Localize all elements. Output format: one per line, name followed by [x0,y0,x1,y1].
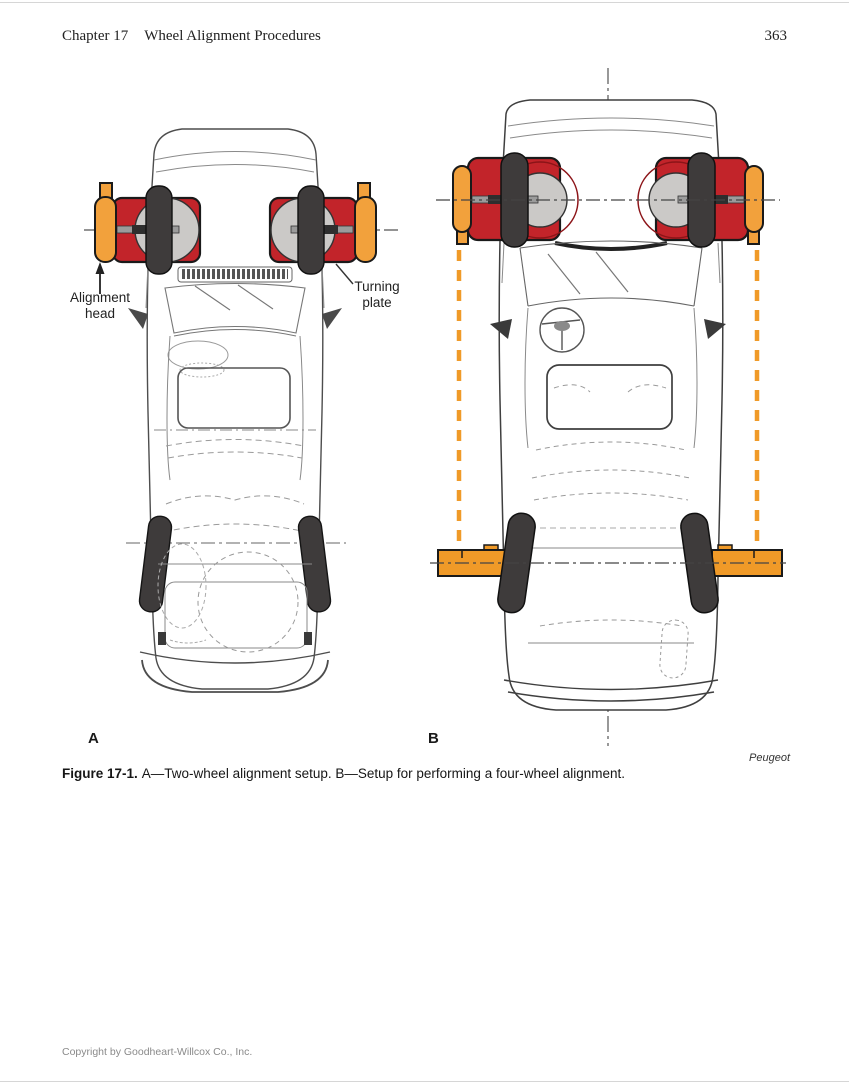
page-top-edge [0,2,849,3]
right-alignment-head-b [745,166,763,232]
panel-a-label: A [88,730,99,747]
alignment-head-label-line1: Alignment [69,290,131,305]
figure-credit: Peugeot [749,752,790,764]
figure-caption [62,766,702,781]
turning-plate-label [345,279,409,310]
left-alignment-head [95,197,116,262]
right-alignment-head [355,197,376,262]
turning-plate-label-line1: Turning [354,279,400,294]
alignment-head-label-line2: head [84,305,116,321]
front-left-tire [146,186,172,274]
two-wheel-alignment-diagram [70,112,400,757]
four-wheel-alignment-diagram [428,58,788,758]
rear-scale-bar-right [712,545,782,576]
copyright-notice: Copyright by Goodheart-Willcox Co., Inc. [62,1046,253,1058]
running-header [62,28,321,45]
front-right-tire [298,186,324,274]
page-bottom-edge [0,1081,849,1082]
rear-scale-bar-left [438,545,508,576]
left-alignment-head-b [453,166,471,232]
figure-caption-text: A—Two-wheel alignment setup. B—Setup for performing a four-wheel alignment. [141,766,626,781]
chapter-number: Chapter 17 [62,28,129,44]
panel-b-label: B [428,730,439,747]
page-number: 363 [764,28,787,44]
right-mirror-a-icon [322,308,342,329]
figure-caption-number: Figure 17-1. [62,766,138,781]
turning-plate-label-line2: plate [362,294,392,310]
alignment-head-label [58,290,142,321]
chapter-title: Wheel Alignment Procedures [144,28,321,44]
